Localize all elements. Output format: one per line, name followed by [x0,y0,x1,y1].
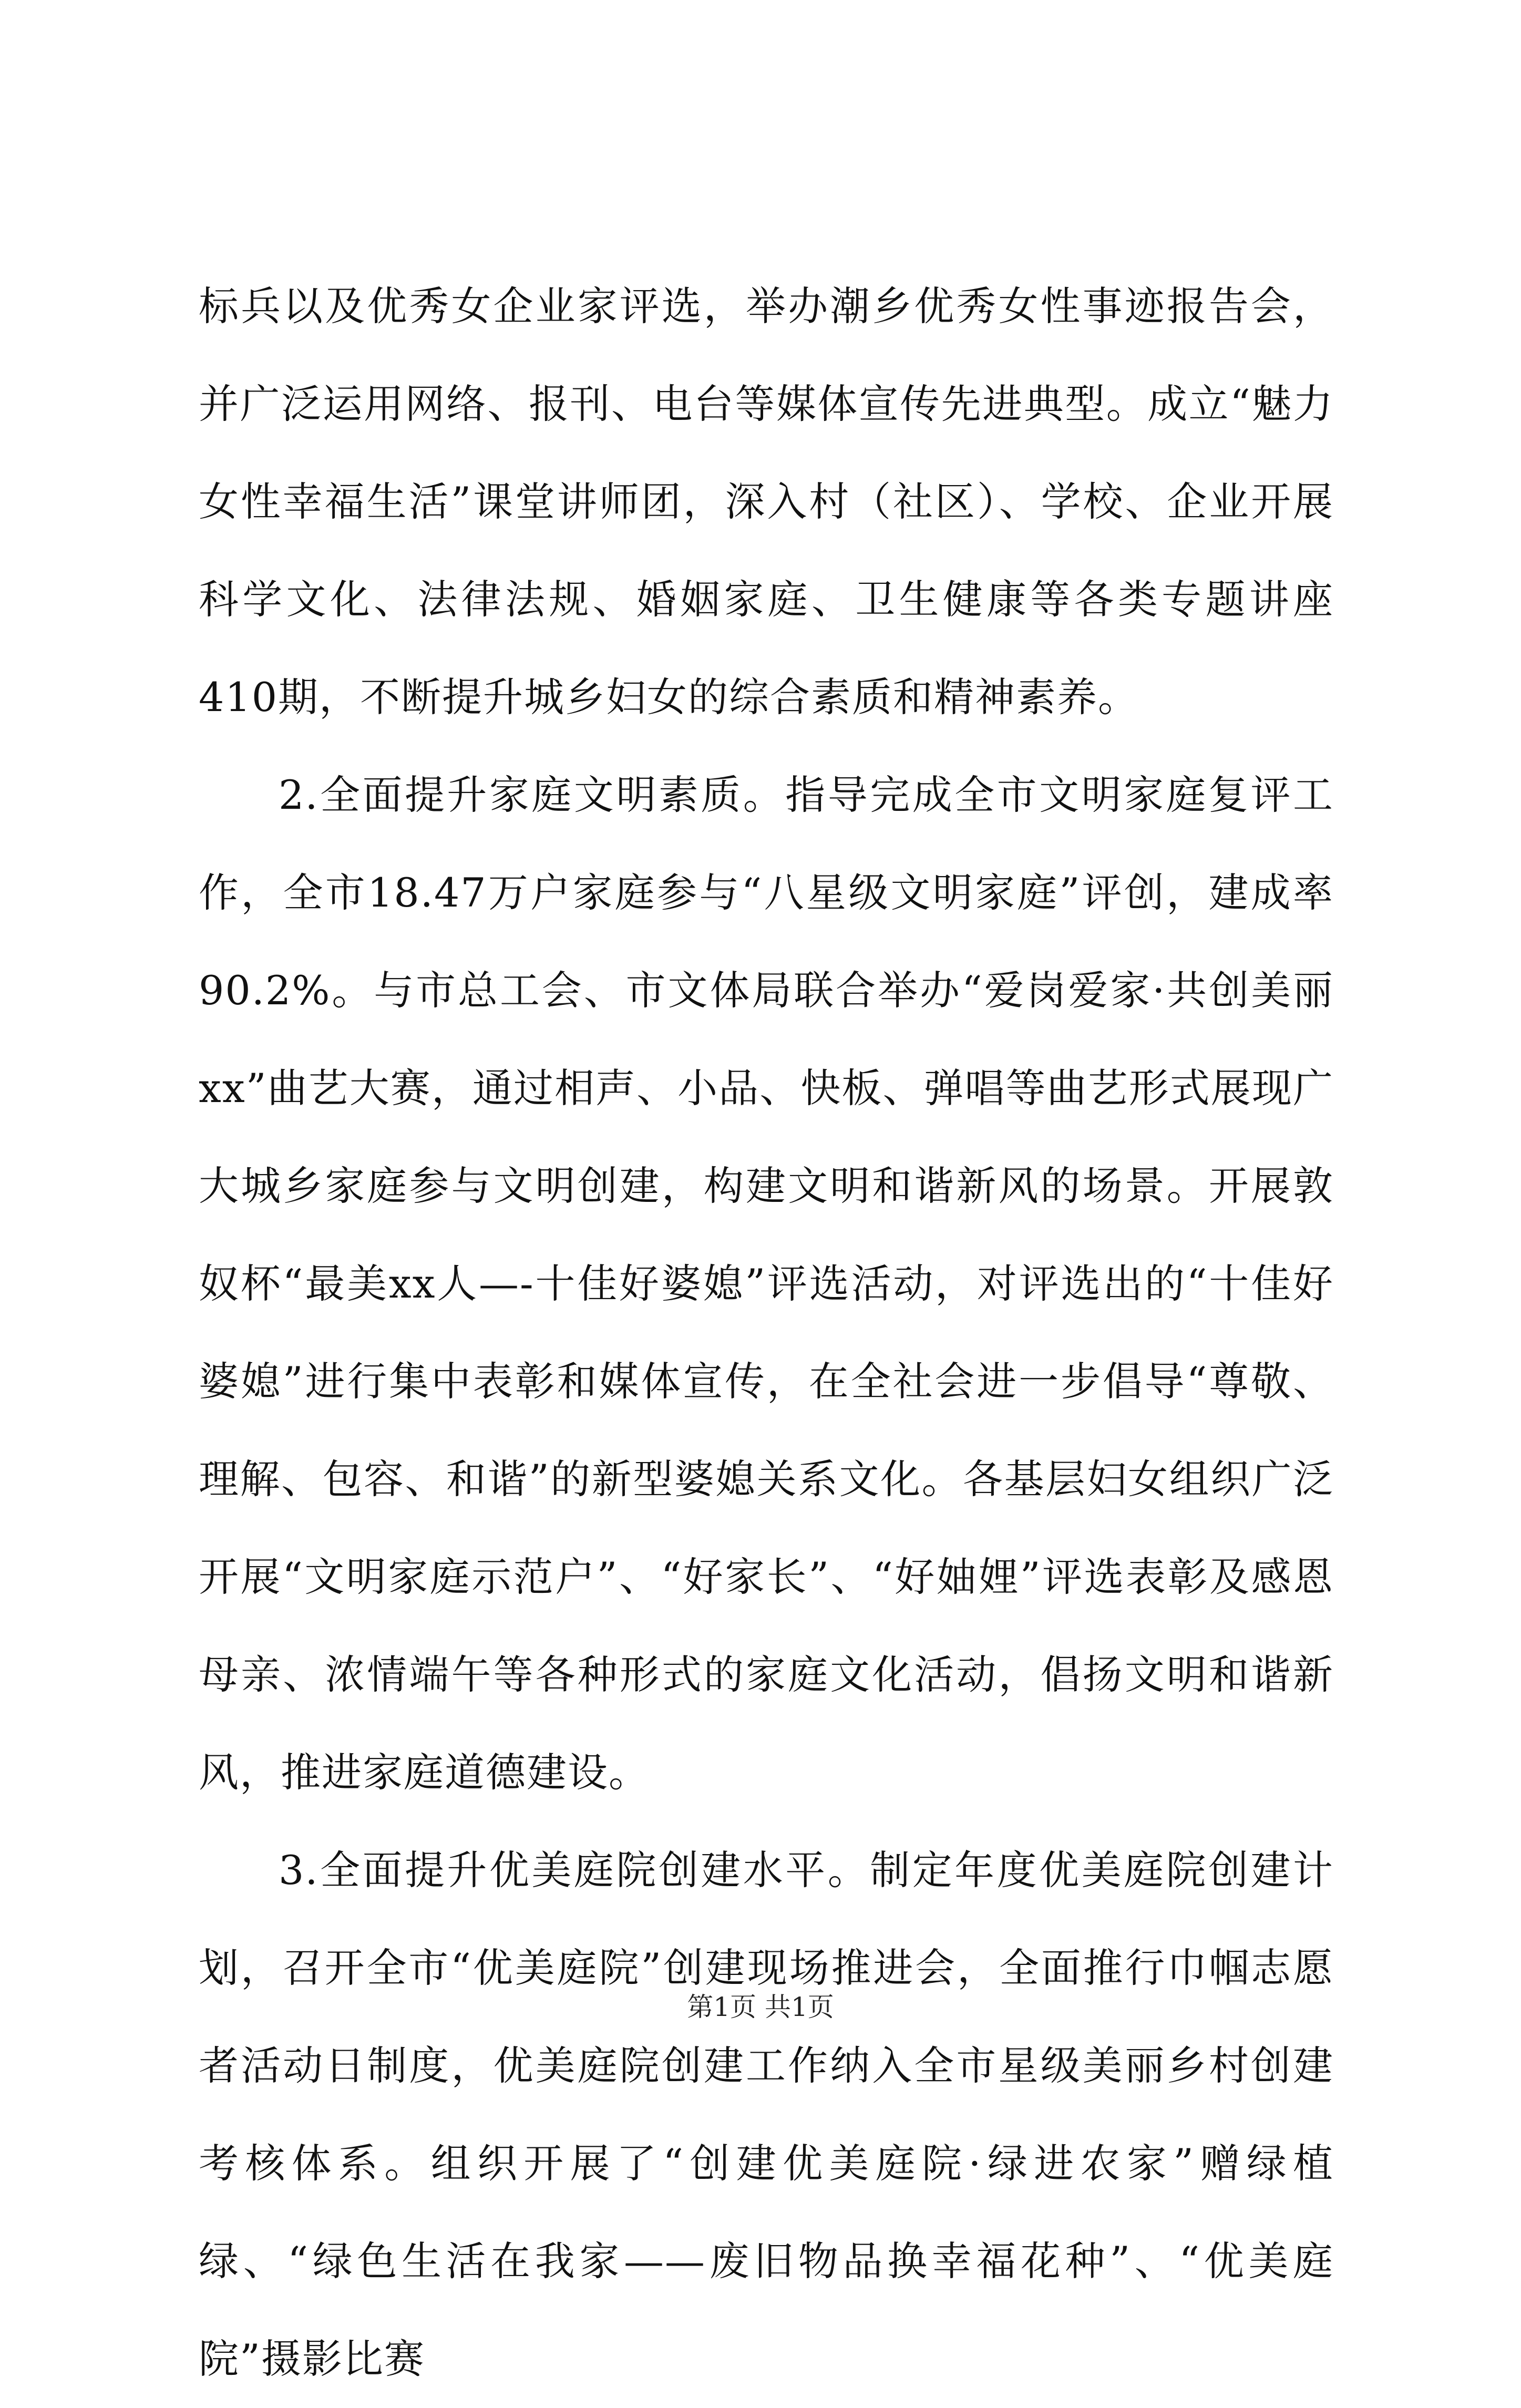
page-footer: 第1页 共1页 [687,1992,834,2022]
paragraph-2: 2.全面提升家庭文明素质。指导完成全市文明家庭复评工作，全市18.47万户家庭参与“八星级文明家庭”评创，建成率90.2%。与市总工会、市文体局联合举办“爱岗爱家·共创美丽xx”曲艺大赛，通过相声、小品、快板、弹唱等曲艺形式展现广大城乡家庭参与文明创建，构建文明和谐新风的场景。开展敦奴杯“最美xx人—-十佳好婆媳”评选活动，对评选出的“十佳好婆媳”进行集中表彰和媒体宣传，在全社会进一步倡导“尊敬、理解、包容、和谐”的新型婆媳关系文化。各基层妇女组织广泛开展“文明家庭示范户”、“好家长”、“好妯娌”评选表彰及感恩母亲、浓情端午等各种形式的家庭文化活动，倡扬文明和谐新风，推进家庭道德建设。 [199,771,1334,1796]
document-body [199,258,1334,2408]
paragraph-3: 3.全面提升优美庭院创建水平。制定年度优美庭院创建计划，召开全市“优美庭院”创建现场推进会，全面推行巾帼志愿者活动日制度，优美庭院创建工作纳入全市星级美丽乡村创建考核体系。组织开展了“创建优美庭院·绿进农家”赠绿植绿、“绿色生活在我家——废旧物品换幸福花种”、“优美庭院”摄影比赛 [199,1847,1334,2382]
paragraph-1: 标兵以及优秀女企业家评选，举办潮乡优秀女性事迹报告会，并广泛运用网络、报刊、电台等媒体宣传先进典型。成立“魅力女性幸福生活”课堂讲师团，深入村（社区）、学校、企业开展科学文化、法律法规、婚姻家庭、卫生健康等各类专题讲座410期，不断提升城乡妇女的综合素质和精神素养。 [199,283,1334,721]
